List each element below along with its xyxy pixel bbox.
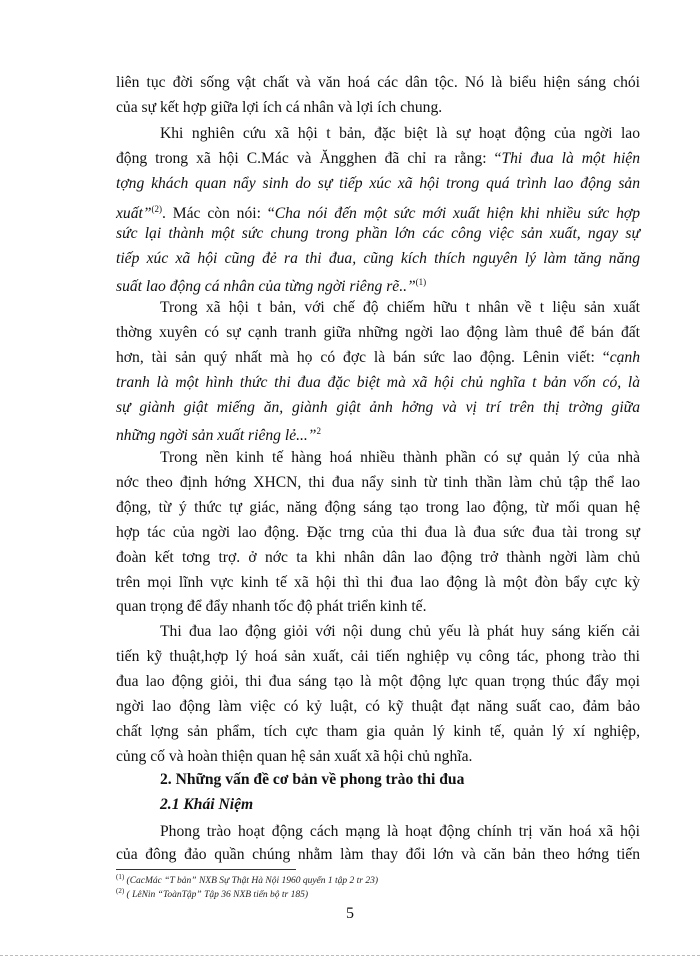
page-number: 5 xyxy=(346,905,354,922)
text-line xyxy=(116,199,640,224)
text-line: Trong nền kinh tế hàng hoá nhiều thành phần có sự quản lý của nhà xyxy=(160,449,640,466)
quote-line: tranh là một hình thức thi đua đặc biệt mà xã hội chủ nghĩa t bản vốn có, là xyxy=(116,374,640,391)
text-line: của sự kết hợp giữa lợi ích cá nhân và lợi ích chung. xyxy=(116,99,443,116)
text-line: Trong xã hội t bản, với chế độ chiếm hữu t nhân về t liệu sản xuất xyxy=(160,299,640,316)
subsection-heading: 2.1 Khái Niệm xyxy=(160,796,254,813)
text-line: Phong trào hoạt động cách mạng là hoạt động chính trị văn hoá xã hội xyxy=(160,823,640,840)
text-line: tiến kỹ thuật,hợp lý hoá sản xuất, cải tiến nghiệp vụ công tác, phong trào thi xyxy=(116,648,640,665)
text-line: chất lợng sản phẩm, tích cực tham gia quản lý kinh tế, quản lý xí nghiệp, xyxy=(116,723,640,740)
quote-span: suất lao động cá nhân của từng ngời riêng rẽ..” xyxy=(116,278,416,296)
text-line: quan trọng để đẩy nhanh tốc độ phát triển kinh tế. xyxy=(116,598,427,615)
quote-span: Cha nói đến một sức mới xuất hiện khi nhiều sức hợp xyxy=(274,205,640,223)
text-line: trên mọi lĩnh vực kinh tế xã hội thì thi đua lao động là một đòn bẩy cực kỳ xyxy=(116,574,640,591)
footnote-ref: 2 xyxy=(316,426,321,436)
quote-span: cạnh xyxy=(609,349,640,366)
text-line: củng cố và hoàn thiện quan hệ sản xuất xã hội chủ nghĩa. xyxy=(116,748,473,765)
quote-span: Thi đua là một hiện xyxy=(501,150,640,167)
footnote xyxy=(116,887,308,900)
text-line xyxy=(116,272,640,297)
footnote-text: ( LêNin “ToànTập” Tập 36 NXB tiến bộ tr 185) xyxy=(126,890,309,901)
quote-span: xuất” xyxy=(116,205,152,223)
quote-span: những ngời sản xuất riêng lẻ...” xyxy=(116,427,317,445)
quote-line: tiếp xúc xã hội cũng đẻ ra thi đua, cũng kích thích nguyên lý làm tăng năng xyxy=(116,250,640,267)
quote-line: sức lại thành một sức chung trong phần lớn các công việc sản xuất, ngay sự xyxy=(116,225,640,242)
section-heading: 2. Những vấn đề cơ bản về phong trào thi đua xyxy=(160,771,465,788)
text-line: thờng xuyên có sự cạnh tranh giữa những ngời lao động làm thuê để bán đất xyxy=(116,324,640,341)
footnote-ref: (2) xyxy=(151,204,163,214)
footnote-text: (CacMác “T bản” NXB Sự Thật Hà Nội 1960 quyển 1 tập 2 tr 23) xyxy=(126,876,379,887)
footnote-separator xyxy=(116,869,296,870)
quote-line: tợng khách quan nẩy sinh do sự tiếp xúc xã hội trong quá trình lao động sản xyxy=(116,175,640,192)
footnote xyxy=(116,873,378,886)
page-bottom-edge xyxy=(0,955,700,956)
text-line xyxy=(116,149,640,169)
text-line: Khi nghiên cứu xã hội t bản, đặc biệt là sự hoạt động của ngời lao xyxy=(160,125,640,142)
quote-line: sự giành giật miếng ăn, giành giật ảnh hởng và vị trí trên thị trờng giữa xyxy=(116,399,640,416)
text-span: động trong xã hội C.Mác và Ăngghen đã chỉ ra rằng: “ xyxy=(116,150,502,167)
text-line: đua lao động giỏi, thi đua sáng tạo là một động lực quan trọng thúc đẩy mọi xyxy=(116,673,640,690)
footnote-mark: (2) xyxy=(116,887,125,895)
text-line: động, từ ý thức tự giác, năng động sáng tạo trong lao động, từ mối quan hệ xyxy=(116,499,640,516)
text-line: Thi đua lao động giỏi với nội dung chủ yếu là phát huy sáng kiến cải xyxy=(160,623,640,640)
text-line: hợp tác của ngời lao động. Đặc trng của thi đua là đua sức đua tài trong sự xyxy=(116,524,640,541)
text-span: hơn, tài sản quý nhất mà họ có đợc là bán sức lao động. Lênin viết: “ xyxy=(116,349,610,366)
text-line: của đông đảo quần chúng nhằm làm thay đổi lớn và căn bản theo hớng tiến xyxy=(116,846,640,863)
text-line: liên tục đời sống vật chất và văn hoá các dân tộc. Nó là biểu hiện sáng chói xyxy=(116,74,640,91)
text-line: ngời lao động làm việc có kỷ luật, có kỹ thuật đạt năng suất cao, đảm bảo xyxy=(116,698,640,715)
text-line xyxy=(116,348,640,368)
text-span: . Mác còn nói: “ xyxy=(162,205,275,223)
text-line: nớc theo định hớng XHCN, thi đua nẩy sinh từ tinh thần làm chủ tập thể lao xyxy=(116,474,640,491)
footnote-ref: (1) xyxy=(415,277,427,287)
text-line xyxy=(116,421,640,446)
text-line: đoàn kết tơng trợ. ở nớc ta khi nhân dân lao động trở thành ngời làm chủ xyxy=(116,549,640,566)
footnote-mark: (1) xyxy=(116,873,125,881)
